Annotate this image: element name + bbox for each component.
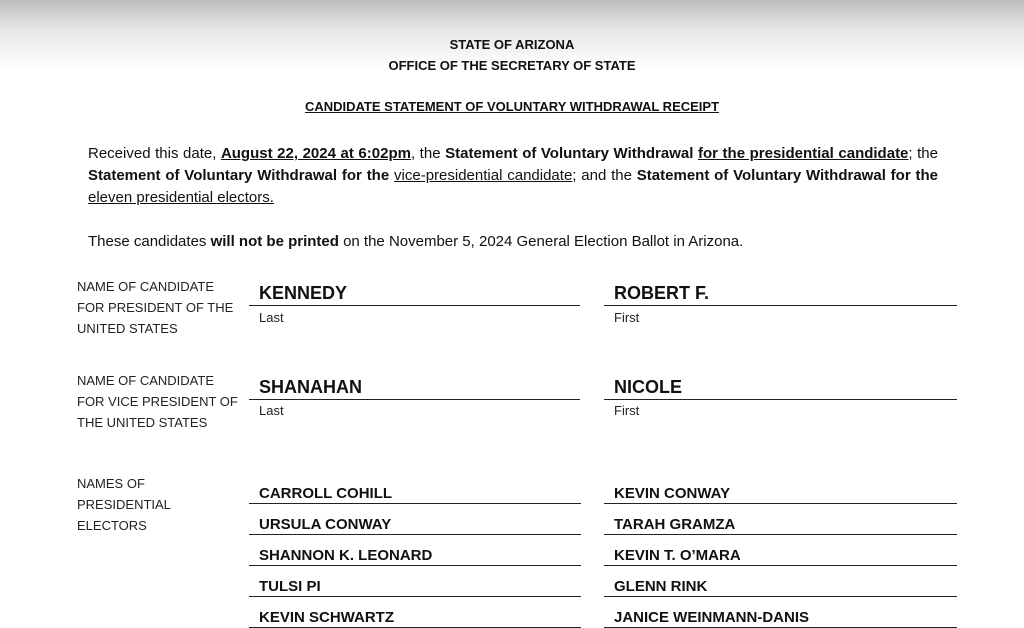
elector-left-3: SHANNON K. LEONARD [249, 545, 581, 566]
electors-label: NAMES OF PRESIDENTIAL ELECTORS [77, 476, 171, 533]
president-last-caption: Last [259, 310, 284, 325]
president-first-caption: First [614, 310, 640, 325]
elector-right-3: KEVIN T. O’MARA [604, 545, 957, 566]
elector-left-4: TULSI PI [249, 576, 581, 597]
receipt-paragraph: Received this date, August 22, 2024 at 6:02pm, the Statement of Voluntary Withdrawal for the presidential candidate; the Statement of Voluntary Withdrawal for the vice-presidential candidate; and the Statement of Voluntary Withdrawal for the eleven presidential electors. [88, 145, 938, 206]
elector-right-2: TARAH GRAMZA [604, 514, 957, 535]
office-heading: OFFICE OF THE SECRETARY OF STATE [388, 58, 636, 73]
president-first-name: ROBERT F. [614, 283, 710, 303]
president-last-name-field [249, 283, 580, 306]
elector-right-1: KEVIN CONWAY [604, 483, 957, 504]
vice-president-last-name: SHANAHAN [259, 377, 362, 397]
vice-president-first-caption: First [614, 403, 640, 418]
vice-president-last-name-field [249, 377, 580, 400]
vice-president-label: NAME OF CANDIDATE FOR VICE PRESIDENT OF THE UNITED STATES [77, 373, 238, 430]
president-first-name-field [604, 283, 957, 306]
elector-left-5: KEVIN SCHWARTZ [249, 607, 581, 628]
vice-president-first-name-field [604, 377, 957, 400]
elector-right-4: GLENN RINK [604, 576, 957, 597]
ballot-notice: These candidates will not be printed on the November 5, 2024 General Election Ballot in Arizona. [88, 233, 744, 250]
elector-left-1: CARROLL COHILL [249, 483, 581, 504]
vice-president-last-caption: Last [259, 403, 284, 418]
elector-right-5: JANICE WEINMANN-DANIS [604, 607, 957, 628]
president-label: NAME OF CANDIDATE FOR PRESIDENT OF THE UNITED STATES [77, 279, 234, 336]
president-last-name: KENNEDY [259, 283, 348, 303]
state-heading: STATE OF ARIZONA [449, 37, 575, 52]
vice-president-first-name: NICOLE [614, 377, 683, 397]
document-title: CANDIDATE STATEMENT OF VOLUNTARY WITHDRAWAL RECEIPT [304, 99, 720, 114]
elector-left-2: URSULA CONWAY [249, 514, 581, 535]
receipt-date: August 22, 2024 at 6:02pm [220, 145, 411, 162]
